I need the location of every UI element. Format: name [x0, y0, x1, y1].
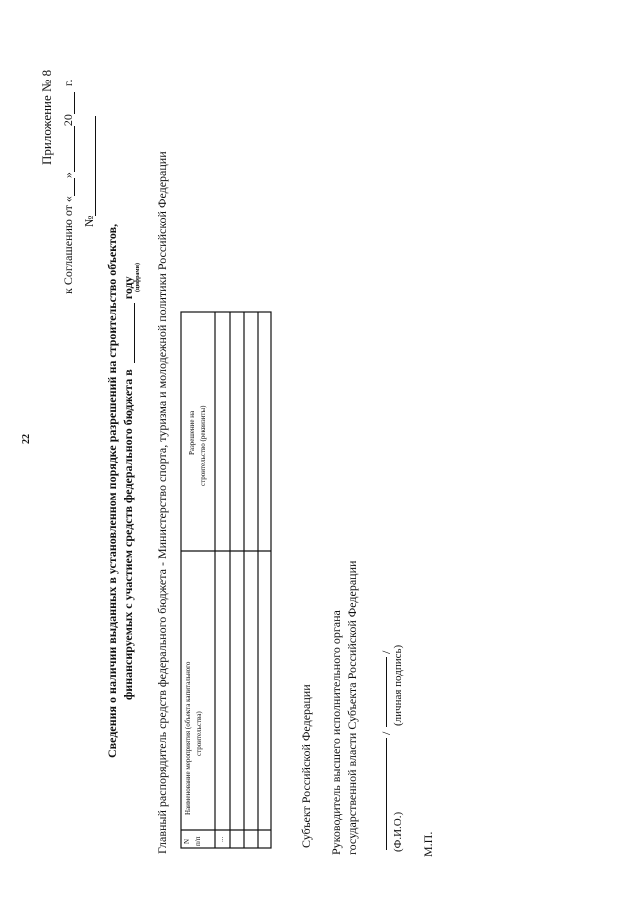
annex-title: Приложение № 8	[39, 69, 54, 165]
th-col1-line2: п/п	[194, 836, 202, 846]
stamp-label: М.П.	[421, 831, 435, 857]
th-col2-line1: Наименование мероприятия (объекта капитального	[184, 661, 192, 815]
agreement-quote-close: »	[61, 172, 75, 179]
th-col2-line2: строительства)	[195, 711, 203, 756]
signature-name-label: (Ф.И.О.)	[392, 811, 404, 852]
subject-label: Субъект Российской Федерации	[299, 684, 313, 848]
page-number: 22	[21, 434, 32, 444]
agreement-year-prefix: 20	[61, 114, 75, 127]
heading-year-suffix: году	[121, 276, 135, 300]
signature-slash-2: /	[379, 650, 393, 654]
signature-slash-1: /	[379, 731, 393, 735]
agreement-prefix: к Соглашению от «	[61, 196, 75, 294]
th-col3-line1: Разрешение на	[188, 410, 196, 455]
th-col1-line1: N	[183, 838, 191, 844]
signature-sign-label: (личная подпись)	[392, 644, 404, 726]
heading-line1: Сведения о наличии выданных в установленном порядке разрешений на строительство объектов,	[105, 223, 119, 758]
heading-hint: (цифрами)	[135, 263, 141, 292]
budget-admin: Главный распорядитель средств федерального бюджета - Министерство спорта, туризма и молодежной политики Российской Федерации	[155, 151, 169, 854]
table-row-1-num: ...	[217, 836, 225, 842]
heading-line2-text: финансируемых с участием средств федерального бюджета в	[121, 369, 135, 700]
agreement-year-suffix: г.	[61, 79, 75, 87]
signature-name-line	[386, 738, 387, 850]
number-label: №	[82, 215, 96, 227]
signature-sign-line	[386, 657, 387, 727]
head-line2: государственной власти Субъекта Российской Федерации	[345, 560, 359, 855]
th-col3-line2: строительство (реквизиты)	[199, 405, 207, 486]
head-line1: Руководитель высшего исполнительного органа	[329, 610, 343, 855]
